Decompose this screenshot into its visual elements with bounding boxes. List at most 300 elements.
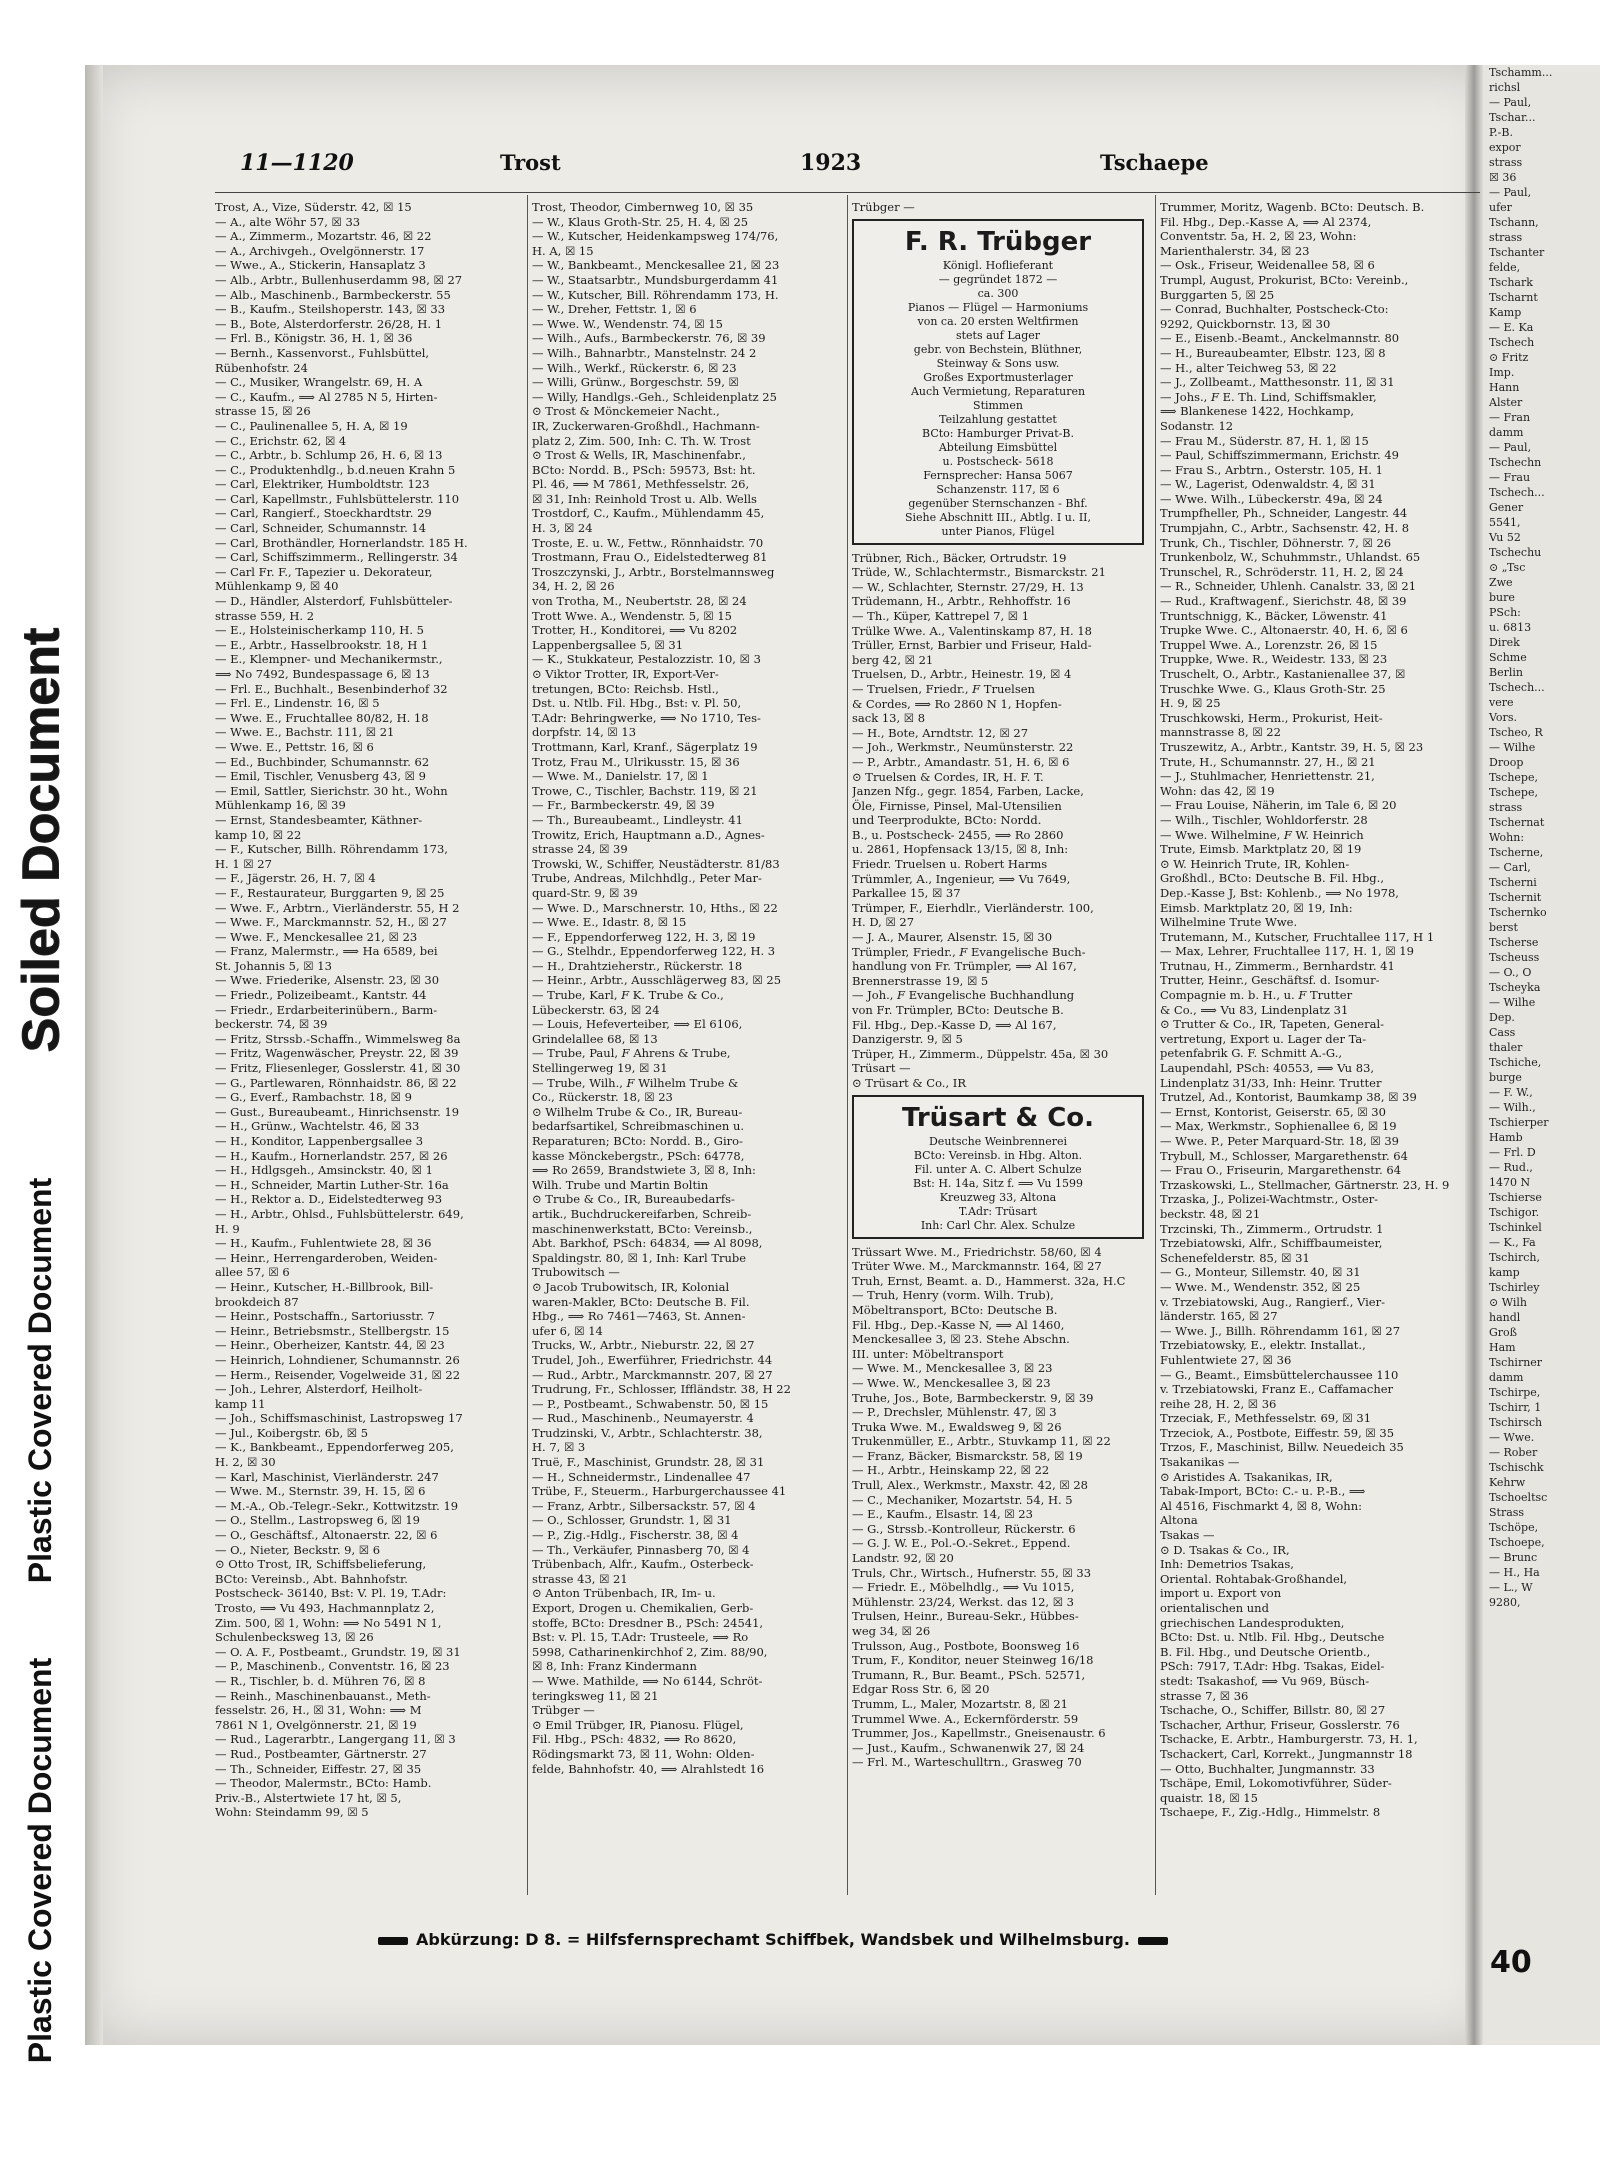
- directory-entry: — P., Zig.-Hdlg., Fischerstr. 38, ☒ 4: [532, 1528, 739, 1543]
- directory-entry: — R., Schneider, Uhlenh. Canalstr. 33, ☒ 21: [1160, 579, 1417, 594]
- directory-entry: — A., alte Wöhr 57, ☒ 33: [215, 214, 361, 229]
- directory-entry: Hbg., ⟹ Ro 7461—7463, St. Annen-: [532, 1309, 746, 1324]
- directory-entry: Truszewitz, A., Arbtr., Kantstr. 39, H. 5, ☒ 23: [1160, 739, 1424, 754]
- directory-entry: Trumm, L., Maler, Mozartstr. 8, ☒ 21: [852, 1696, 1068, 1711]
- directory-entry: Trutter, Heinr., Geschäftsf. d. Isomur-: [1160, 973, 1380, 988]
- advertisement-line: stets auf Lager: [955, 328, 1041, 342]
- facing-page-entry: Tschann,: [1489, 216, 1539, 229]
- facing-page-entry: Tschepe,: [1489, 786, 1538, 799]
- directory-entry: — Wwe. W., Wendenstr. 74, ☒ 15: [532, 316, 723, 331]
- directory-entry: Trzcinski, Th., Zimmerm., Ortrudstr. 1: [1160, 1221, 1384, 1236]
- directory-entry: — Wwe. M., Sternstr. 39, H. 15, ☒ 6: [215, 1484, 426, 1499]
- advertisement-line: Stimmen: [973, 398, 1023, 412]
- advertisement-line: ca. 300: [977, 286, 1019, 300]
- side-label-strip: [0, 0, 82, 2177]
- header-last-name: Tschaepe: [1100, 150, 1209, 175]
- directory-entry: — W., Klaus Groth-Str. 25, H. 4, ☒ 25: [532, 214, 749, 229]
- advertisement-title: Trüsart & Co.: [901, 1102, 1095, 1133]
- directory-entry: Trunschel, R., Schröderstr. 11, H. 2, ☒ 24: [1160, 564, 1404, 579]
- facing-page-entry: Tschech: [1489, 336, 1535, 349]
- directory-entry: — Fr., Barmbeckerstr. 49, ☒ 39: [532, 798, 715, 813]
- directory-entry: — M.-A., Ob.-Telegr.-Sekr., Kottwitzstr. 19: [215, 1498, 459, 1513]
- directory-entry: — O., Schlosser, Grundstr. 1, ☒ 31: [532, 1513, 732, 1528]
- directory-entry: Trube, Andreas, Milchhdlg., Peter Mar-: [532, 871, 762, 886]
- directory-entry: Trucks, W., Arbtr., Nieburstr. 22, ☒ 27: [532, 1338, 755, 1353]
- directory-entry: Großhdl., BCto: Deutsche B. Fil. Hbg.,: [1160, 871, 1384, 886]
- directory-entry: — Frl. B., Königstr. 36, H. 1, ☒ 36: [215, 331, 413, 346]
- directory-entry: — Heinr., Arbtr., Ausschlägerweg 83, ☒ 25: [532, 973, 782, 988]
- directory-entry: Parkallee 15, ☒ 37: [852, 886, 961, 901]
- directory-entry: — Friedr., Erdarbeiterinübern., Barm-: [215, 1002, 438, 1017]
- directory-entry: Trowe, C., Tischler, Bachstr. 119, ☒ 21: [532, 783, 758, 798]
- facing-page-entry: — Frl. D: [1489, 1146, 1536, 1159]
- directory-entry: Trüter Wwe. M., Marckmannstr. 164, ☒ 27: [852, 1259, 1102, 1274]
- directory-entry: ⊙ Trube & Co., IR, Bureaubedarfs-: [532, 1192, 735, 1207]
- directory-entry: — G., Everf., Rambachstr. 18, ☒ 9: [215, 1090, 412, 1105]
- pointing-hand-icon: [378, 1937, 408, 1945]
- directory-entry: Troste, E. u. W., Fettw., Rönnhaidstr. 70: [532, 535, 764, 550]
- facing-page-entry: — Wilh.,: [1489, 1101, 1536, 1114]
- facing-page-entry: Kamp: [1489, 306, 1522, 319]
- directory-entry: — O., Nieter, Beckstr. 9, ☒ 6: [215, 1542, 381, 1557]
- directory-entry: — C., Kaufm., ⟹ Al 2785 N 5, Hirten-: [215, 389, 438, 404]
- directory-entry: — H., alter Teichweg 53, ☒ 22: [1160, 360, 1337, 375]
- directory-entry: Tsakanikas —: [1160, 1455, 1240, 1470]
- directory-entry: Trüsart —: [852, 1061, 911, 1076]
- directory-entry: Fil. Hbg., Dep.-Kasse N, ⟹ Al 1460,: [852, 1317, 1065, 1332]
- directory-entry: — P., Drechsler, Mühlenstr. 47, ☒ 3: [852, 1405, 1057, 1420]
- directory-entry: Truppel Wwe. A., Lorenzstr. 26, ☒ 15: [1160, 637, 1378, 652]
- directory-entry: Trüller, Ernst, Barbier und Friseur, Hald-: [852, 638, 1092, 653]
- directory-entry: stoffe, BCto: Dresdner B., PSch: 24541,: [532, 1615, 764, 1630]
- facing-page-entry: Dep.: [1489, 1011, 1515, 1024]
- directory-entry: — G., Monteur, Sillemstr. 40, ☒ 31: [1160, 1265, 1361, 1280]
- directory-entry: ⊙ Trost & Wells, IR, Maschinenfabr.,: [532, 448, 746, 463]
- directory-entry: ⊙ Jacob Trubowitsch, IR, Kolonial: [532, 1279, 730, 1294]
- facing-page-entry: strass: [1489, 801, 1523, 814]
- directory-entry: Fil. Hbg., Dep.-Kasse A, ⟹ Al 2374,: [1160, 214, 1372, 229]
- directory-entry: — W., Kutscher, Heidenkampsweg 174/76,: [532, 229, 779, 244]
- directory-entry: PSch: 7917, T.Adr: Hbg. Tsakas, Eidel-: [1160, 1659, 1385, 1674]
- directory-entry: — Th., Küper, Kattrepel 7, ☒ 1: [852, 608, 1030, 623]
- directory-entry: & Co., ⟹ Vu 83, Lindenplatz 31: [1160, 1002, 1349, 1017]
- facing-page-entry: Tschech...: [1489, 486, 1545, 499]
- directory-entry: Trowitz, Erich, Hauptmann a.D., Agnes-: [532, 827, 765, 842]
- directory-entry: — Trube, Wilh., 𝐹 Wilhelm Trube &: [532, 1075, 739, 1090]
- directory-entry: ⊙ D. Tsakas & Co., IR,: [1160, 1542, 1290, 1557]
- facing-page-entry: Tschoepe,: [1489, 1536, 1545, 1549]
- directory-entry: — G., Beamt., Eimsbüttelerchaussee 110: [1160, 1367, 1399, 1382]
- directory-entry: — Truh, Henry (vorm. Wilh. Trub),: [852, 1288, 1054, 1303]
- directory-entry: — Ed., Buchbinder, Schumannstr. 62: [215, 754, 430, 769]
- directory-entry: Bst: v. Pl. 15, T.Adr: Trusteele, ⟹ Ro: [532, 1630, 749, 1645]
- directory-entry: strasse 24, ☒ 39: [532, 842, 628, 857]
- facing-page-entry: burge: [1489, 1071, 1522, 1084]
- directory-entry: — Rud., Kraftwagenf., Sierichstr. 48, ☒ 39: [1160, 594, 1407, 609]
- directory-entry: — Ernst, Standesbeamter, Käthner-: [215, 812, 423, 827]
- facing-page-entry: Tschiche,: [1489, 1056, 1542, 1069]
- facing-page-entry: Tschech...: [1489, 681, 1545, 694]
- facing-page-entry: — Brunc: [1489, 1551, 1538, 1564]
- directory-entry: Trybull, M., Schlosser, Margarethenstr. 64: [1160, 1148, 1408, 1163]
- facing-page-entry: 5541,: [1489, 516, 1521, 529]
- facing-page-entry: — Frau: [1489, 471, 1531, 484]
- advertisement-line: Bst: H. 14a, Sitz f. ⟹ Vu 1599: [912, 1176, 1083, 1190]
- directory-entry: Altona: [1160, 1513, 1198, 1528]
- directory-entry: — Carl, Rangierf., Stoeckhardtstr. 29: [215, 506, 432, 521]
- facing-page-entry: PSch:: [1489, 606, 1521, 619]
- directory-entry: — Th., Schneider, Eiffestr. 27, ☒ 35: [215, 1761, 422, 1776]
- facing-page-entry: strass: [1489, 156, 1523, 169]
- directory-entry: — Max, Lehrer, Fruchtallee 117, H. 1, ☒ 19: [1160, 944, 1414, 959]
- directory-entry: Truschkowski, Herm., Prokurist, Heit-: [1160, 710, 1383, 725]
- directory-entry: Dst. u. Ntlb. Fil. Hbg., Bst: v. Pl. 50,: [532, 696, 742, 711]
- directory-entry: — Willi, Grünw., Borgeschstr. 59, ☒: [532, 375, 739, 390]
- directory-entry: — E., Eisenb.-Beamt., Anckelmannstr. 80: [1160, 331, 1400, 346]
- directory-entry: Trzos, F., Maschinist, Billw. Neuedeich 35: [1160, 1440, 1404, 1455]
- directory-entry: — C., Musiker, Wrangelstr. 69, H. A: [215, 375, 423, 390]
- facing-page-entry: — E. Ka: [1489, 321, 1534, 334]
- advertisement-line: Steinway & Sons usw.: [936, 356, 1060, 370]
- facing-page-entry: Imp.: [1489, 366, 1515, 379]
- directory-column-4: [1160, 200, 1468, 1890]
- directory-entry: Landstr. 92, ☒ 20: [852, 1551, 954, 1566]
- directory-entry: — Th., Verkäufer, Pinnasberg 70, ☒ 4: [532, 1542, 750, 1557]
- directory-entry: — B., Bote, Alsterdorferstr. 26/28, H. 1: [215, 316, 443, 331]
- directory-entry: — Wwe. F., Menckesallee 21, ☒ 23: [215, 929, 418, 944]
- directory-entry: — Jul., Koibergstr. 6b, ☒ 5: [215, 1425, 369, 1440]
- directory-entry: strasse 559, H. 2: [215, 608, 315, 623]
- directory-entry: Wilhelmine Trute Wwe.: [1160, 915, 1298, 930]
- directory-entry: Öle, Firnisse, Pinsel, Mal-Utensilien: [852, 798, 1062, 813]
- advertisement-truebger: [852, 219, 1144, 545]
- directory-entry: BCto: Vereinsb., Abt. Bahnhofstr.: [215, 1571, 408, 1586]
- facing-page-entry: ⊙ Wilh: [1489, 1296, 1527, 1309]
- directory-entry: — H., Schneidermstr., Lindenallee 47: [532, 1469, 751, 1484]
- directory-entry: — Emil, Tischler, Venusberg 43, ☒ 9: [215, 769, 426, 784]
- directory-entry: Trzebiatowski, Alfr., Schiffbaumeister,: [1160, 1236, 1383, 1251]
- directory-entry: — Osk., Friseur, Weidenallee 58, ☒ 6: [1160, 258, 1375, 273]
- header-first-name: Trost: [500, 150, 561, 175]
- directory-entry: Truelsen, D., Arbtr., Heinestr. 19, ☒ 4: [852, 667, 1072, 682]
- directory-entry: — Wwe. E., Idastr. 8, ☒ 15: [532, 915, 687, 930]
- directory-entry: — Carl, Schneider, Schumannstr. 14: [215, 521, 427, 536]
- directory-entry: — Heinr., Oberheizer, Kantstr. 44, ☒ 23: [215, 1338, 445, 1353]
- directory-entry: ⊙ W. Heinrich Trute, IR, Kohlen-: [1160, 856, 1350, 871]
- directory-entry: Trüdemann, H., Arbtr., Rehhoffstr. 16: [852, 594, 1071, 609]
- facing-page-entry: Tschernat: [1489, 816, 1545, 829]
- facing-page-entry: — K., Fa: [1489, 1236, 1536, 1249]
- directory-entry: — Franz, Bäcker, Bismarckstr. 58, ☒ 19: [852, 1448, 1083, 1463]
- directory-entry: Truë, F., Maschinist, Grundstr. 28, ☒ 31: [532, 1455, 765, 1470]
- facing-page-entry: kamp: [1489, 1266, 1520, 1279]
- directory-entry: — Wwe. E., Bachstr. 111, ☒ 21: [215, 725, 395, 740]
- directory-entry: — F., Eppendorferweg 122, H. 3, ☒ 19: [532, 929, 756, 944]
- directory-entry: allee 57, ☒ 6: [215, 1265, 290, 1280]
- directory-entry: Trutzel, Ad., Kontorist, Baumkamp 38, ☒ 39: [1160, 1090, 1417, 1105]
- directory-entry: Trülke Wwe. A., Valentinskamp 87, H. 18: [852, 623, 1093, 638]
- facing-page-entry: ⊙ Fritz: [1489, 351, 1529, 364]
- directory-entry: 7861 N 1, Ovelgönnerstr. 21, ☒ 19: [215, 1717, 417, 1732]
- facing-page-entry: Tscheuss: [1489, 951, 1540, 964]
- directory-entry: — Herm., Reisender, Vogelweide 31, ☒ 22: [215, 1367, 461, 1382]
- facing-page-entry: Tschanter: [1489, 246, 1545, 259]
- directory-entry: — Reinh., Maschinenbauanst., Meth-: [215, 1688, 431, 1703]
- facing-page-entry: 9280,: [1489, 1596, 1521, 1609]
- directory-entry: Trupke Wwe. C., Altonaerstr. 40, H. 6, ☒ 6: [1160, 623, 1408, 638]
- footer-text: Abkürzung: D 8. = Hilfsfernsprechamt Schiffbek, Wandsbek und Wilhelmsburg.: [416, 1930, 1130, 1949]
- advertisement-line: Deutsche Weinbrennerei: [928, 1134, 1068, 1148]
- directory-entry: — C., Arbtr., b. Schlump 26, H. 6, ☒ 13: [215, 448, 443, 463]
- directory-entry: — H., Arbtr., Heinskamp 22, ☒ 22: [852, 1463, 1050, 1478]
- facing-page-entry: Kehrw: [1489, 1476, 1526, 1489]
- directory-entry: Trulsson, Aug., Postbote, Boonsweg 16: [852, 1638, 1080, 1653]
- directory-entry: beckerstr. 74, ☒ 39: [215, 1017, 328, 1032]
- directory-entry: ☒ 8, Inh: Franz Kindermann: [532, 1659, 697, 1674]
- advertisement-line: unter Pianos, Flügel: [941, 524, 1055, 538]
- directory-entry: Trute, H., Schumannstr. 27, H., ☒ 21: [1160, 754, 1376, 769]
- directory-column-1: [215, 200, 520, 1890]
- directory-columns: [215, 200, 1480, 1890]
- directory-entry: Trottmann, Karl, Kranf., Sägerplatz 19: [532, 739, 758, 754]
- directory-entry: — W., Lagerist, Odenwaldstr. 4, ☒ 31: [1160, 477, 1376, 492]
- facing-page-entry: Gener: [1489, 501, 1524, 514]
- directory-entry: — Joh., Lehrer, Alsterdorf, Heilholt-: [215, 1382, 423, 1397]
- directory-entry: Oriental. Rohtabak-Großhandel,: [1160, 1571, 1348, 1586]
- directory-entry: — P., Maschinenb., Conventstr. 16, ☒ 23: [215, 1659, 450, 1674]
- directory-entry: Truntschnigg, K., Bäcker, Löwenstr. 41: [1160, 608, 1388, 623]
- directory-entry: Truschelt, O., Arbtr., Kastanienallee 37, ☒: [1160, 667, 1406, 681]
- directory-entry: Trott Wwe. A., Wendenstr. 5, ☒ 15: [532, 608, 733, 623]
- directory-entry: Trübenbach, Alfr., Kaufm., Osterbeck-: [532, 1557, 754, 1572]
- directory-entry: — Bernh., Kassenvorst., Fuhlsbüttel,: [215, 345, 430, 360]
- directory-entry: — Rud., Maschinenb., Neumayerstr. 4: [532, 1411, 754, 1426]
- soiled-label: [0, 560, 82, 1120]
- directory-entry: teringksweg 11, ☒ 21: [532, 1688, 659, 1703]
- directory-entry: Lindenplatz 31/33, Inh: Heinr. Trutter: [1160, 1075, 1382, 1090]
- directory-entry: vertretung, Export u. Lager der Ta-: [1160, 1031, 1367, 1046]
- directory-entry: Truppke, Wwe. R., Weidestr. 133, ☒ 23: [1160, 652, 1388, 667]
- directory-entry: reihe 28, H. 2, ☒ 36: [1160, 1396, 1277, 1411]
- directory-entry: Truls, Chr., Wirtsch., Hufnerstr. 55, ☒ 33: [852, 1565, 1092, 1580]
- directory-entry: ⊙ Trost & Mönckemeier Nacht.,: [532, 404, 720, 419]
- directory-entry: Tschäpe, Emil, Lokomotivführer, Süder-: [1160, 1776, 1392, 1791]
- directory-entry: ☒ 31, Inh: Reinhold Trost u. Alb. Wells: [532, 491, 757, 506]
- directory-entry: ⊙ Wilhelm Trube & Co., IR, Bureau-: [532, 1104, 743, 1119]
- advertisement-line: Fil. unter A. C. Albert Schulze: [914, 1162, 1082, 1176]
- facing-page-entry: — O., O: [1489, 966, 1532, 979]
- directory-entry: — Wilh., Aufs., Barmbeckerstr. 76, ☒ 39: [532, 331, 766, 346]
- facing-page-entry: Tscharnt: [1489, 291, 1538, 304]
- directory-entry: — Frau S., Arbtrn., Osterstr. 105, H. 1: [1160, 462, 1383, 477]
- directory-entry: Truh, Ernst, Beamt. a. D., Hammerst. 32a, H.C: [852, 1273, 1126, 1288]
- directory-entry: Trostmann, Frau O., Eidelstedterweg 81: [532, 550, 768, 565]
- facing-page-entry: ufer: [1489, 201, 1512, 214]
- directory-entry: IR, Zuckerwaren-Großhdl., Hachmann-: [532, 418, 760, 433]
- directory-entry: brookdeich 87: [215, 1294, 299, 1309]
- directory-entry: Trüssart Wwe. M., Friedrichstr. 58/60, ☒ 4: [852, 1244, 1102, 1259]
- directory-entry: Menckesallee 3, ☒ 23. Stehe Abschn.: [852, 1332, 1070, 1347]
- directory-entry: Conventstr. 5a, H. 2, ☒ 23, Wohn:: [1160, 229, 1357, 244]
- page-header: [240, 150, 1209, 180]
- directory-entry: H. A, ☒ 15: [532, 243, 594, 258]
- directory-entry: — H., Kaufm., Fuhlentwiete 28, ☒ 36: [215, 1236, 432, 1251]
- directory-entry: Schulenbecksweg 13, ☒ 26: [215, 1630, 374, 1645]
- directory-entry: kamp 11: [215, 1396, 266, 1411]
- directory-entry: Brennerstrasse 19, ☒ 5: [852, 973, 989, 988]
- directory-entry: länderstr. 165, ☒ 27: [1160, 1309, 1278, 1324]
- directory-entry: Eimsb. Marktplatz 20, ☒ 19, Inh:: [1160, 900, 1353, 915]
- facing-page-entry: — H., Ha: [1489, 1566, 1540, 1579]
- directory-entry: H. 3, ☒ 24: [532, 521, 593, 536]
- directory-entry: Truhe, Jos., Bote, Barmbeckerstr. 9, ☒ 39: [852, 1390, 1094, 1405]
- pointing-hand-icon: [1138, 1937, 1168, 1945]
- directory-entry: — H., Hdlgsgeh., Amsinckstr. 40, ☒ 1: [215, 1163, 433, 1178]
- directory-entry: Laupendahl, PSch: 40553, ⟹ Vu 83,: [1160, 1061, 1375, 1076]
- directory-entry: Lübeckerstr. 63, ☒ 24: [532, 1002, 660, 1017]
- directory-entry: Lappenbergsallee 5, ☒ 31: [532, 637, 684, 652]
- directory-entry: H. D, ☒ 27: [852, 915, 915, 930]
- page-edge: [85, 65, 103, 2045]
- facing-page-entry: P.-B.: [1489, 126, 1513, 139]
- directory-entry: — Joh., 𝐹 Evangelische Buchhandlung: [852, 988, 1075, 1003]
- facing-page-entry: felde,: [1489, 261, 1521, 274]
- facing-page-entry: richsl: [1489, 81, 1521, 94]
- directory-entry: Mühlenkamp 16, ☒ 39: [215, 798, 346, 813]
- facing-page-entry: u. 6813: [1489, 621, 1532, 634]
- advertisement-line: Siehe Abschnitt III., Abtlg. I u. II,: [904, 510, 1092, 524]
- directory-entry: Trzebiatowsky, E., elektr. Installat.,: [1160, 1338, 1366, 1353]
- directory-entry: St. Johannis 5, ☒ 13: [215, 958, 332, 973]
- facing-page-entry: Tschinkel: [1489, 1221, 1542, 1234]
- directory-entry: — E., Klempner- und Mechanikermstr.,: [215, 652, 443, 667]
- directory-entry: v. Trzebiatowski, Aug., Rangierf., Vier-: [1160, 1294, 1385, 1309]
- facing-page-entry: Wohn:: [1489, 831, 1525, 844]
- directory-entry: — Carl Fr. F., Tapezier u. Dekorateur,: [215, 564, 433, 579]
- directory-entry: strasse 43, ☒ 21: [532, 1571, 628, 1586]
- directory-entry: ufer 6, ☒ 14: [532, 1323, 603, 1338]
- directory-entry: — Frau O., Friseurin, Margarethenstr. 64: [1160, 1163, 1402, 1178]
- directory-entry: Trulsen, Heinr., Bureau-Sekr., Hübbes-: [852, 1609, 1079, 1624]
- directory-entry: — Max, Werkmstr., Sophienallee 6, ☒ 19: [1160, 1119, 1397, 1134]
- facing-page-entry: — Rober: [1489, 1446, 1538, 1459]
- directory-entry: — F., Jägerstr. 26, H. 7, ☒ 4: [215, 871, 376, 886]
- directory-entry: Tschaepe, F., Zig.-Hdlg., Himmelstr. 8: [1160, 1805, 1381, 1820]
- directory-entry: — Wwe. Mathilde, ⟹ No 6144, Schröt-: [532, 1673, 763, 1688]
- directory-entry: Trummer, Moritz, Wagenb. BCto: Deutsch. B.: [1160, 200, 1425, 214]
- directory-entry: maschinenwerkstatt, BCto: Vereinsb.,: [532, 1221, 753, 1236]
- directory-entry: Marienthalerstr. 34, ☒ 23: [1160, 243, 1310, 258]
- header-rule: [215, 192, 1480, 193]
- facing-page-entry: Hann: [1489, 381, 1520, 394]
- directory-entry: Trümmler, A., Ingenieur, ⟹ Vu 7649,: [852, 871, 1071, 886]
- page-number: 11—1120: [240, 150, 354, 176]
- facing-page-entry: — Fran: [1489, 411, 1531, 424]
- facing-page-entry: Droop: [1489, 756, 1524, 769]
- directory-entry: — H., Schneider, Martin Luther-Str. 16a: [215, 1177, 449, 1192]
- directory-entry: — Wwe. Wilh., Lübeckerstr. 49a, ☒ 24: [1160, 491, 1383, 506]
- directory-entry: BCto: Dst. u. Ntlb. Fil. Hbg., Deutsche: [1160, 1630, 1385, 1645]
- directory-entry: ⊙ Viktor Trotter, IR, Export-Ver-: [532, 667, 719, 681]
- facing-page-entry: thaler: [1489, 1041, 1523, 1054]
- advertisement-line: Teilzahlung gestattet: [939, 412, 1057, 426]
- directory-entry: — Wwe. E., Fruchtallee 80/82, H. 18: [215, 710, 429, 725]
- directory-entry: ⊙ Anton Trübenbach, IR, Im- u.: [532, 1586, 716, 1601]
- facing-page-entry: Zwe: [1489, 576, 1513, 589]
- directory-entry: — Just., Kaufm., Schwanenwik 27, ☒ 24: [852, 1740, 1085, 1755]
- facing-page-entry: Tschirr, 1: [1489, 1401, 1542, 1414]
- directory-entry: u. 2861, Hopfensack 13/15, ☒ 8, Inh:: [852, 842, 1069, 857]
- directory-entry: Truka Wwe. M., Ewaldsweg 9, ☒ 26: [852, 1419, 1062, 1434]
- directory-entry: Inh: Demetrios Tsakas,: [1160, 1557, 1294, 1572]
- directory-entry: und Teerprodukte, BCto: Nordd.: [852, 813, 1042, 828]
- facing-page-entry: expor: [1489, 141, 1521, 154]
- advertisement-line: BCto: Hamburger Privat-B.: [922, 426, 1074, 440]
- directory-entry: Dep.-Kasse J, Bst: Kohlenb., ⟹ No 1978,: [1160, 885, 1399, 900]
- directory-entry: Sodanstr. 12: [1160, 418, 1234, 433]
- facing-page-entry: — Rud.,: [1489, 1161, 1533, 1174]
- facing-page-entry: — Wwe.: [1489, 1431, 1535, 1444]
- facing-page-entry: — Wilhe: [1489, 741, 1536, 754]
- advertisement-line: gegenüber Sternschanzen - Bhf.: [908, 496, 1088, 510]
- directory-entry: strasse 15, ☒ 26: [215, 404, 311, 419]
- facing-page-entry: bure: [1489, 591, 1515, 604]
- directory-entry: — Carl, Schiffszimmerm., Rellingerstr. 34: [215, 550, 458, 565]
- page-footer: [370, 1930, 1270, 1954]
- advertisement-line: BCto: Vereinsb. in Hbg. Alton.: [913, 1148, 1083, 1162]
- facing-page-entry: damm: [1489, 1371, 1524, 1384]
- directory-entry: — Alb., Maschinenb., Barmbeckerstr. 55: [215, 287, 451, 302]
- facing-page-entry: Tschirch,: [1489, 1251, 1540, 1264]
- facing-page-entry: damm: [1489, 426, 1524, 439]
- directory-entry: Fil. Hbg., Dep.-Kasse D, ⟹ Al 167,: [852, 1017, 1057, 1032]
- directory-entry: tretungen, BCto: Reichsb. Hstl.,: [532, 681, 719, 696]
- directory-entry: Abt. Barkhof, PSch: 64834, ⟹ Al 8098,: [532, 1236, 763, 1251]
- directory-entry: — J., Stuhlmacher, Henriettenstr. 21,: [1160, 769, 1375, 784]
- directory-entry: Trummer, Jos., Kapellmstr., Gneisenaustr. 6: [852, 1726, 1106, 1741]
- facing-page-entry: Tschierse: [1489, 1191, 1542, 1204]
- facing-page-entry: Ham: [1489, 1341, 1516, 1354]
- directory-entry: Rübenhofstr. 24: [215, 360, 308, 375]
- directory-entry: — Rud., Arbtr., Marckmannstr. 207, ☒ 27: [532, 1367, 773, 1382]
- directory-entry: — W., Schlachter, Sternstr. 27/29, H. 13: [852, 579, 1084, 594]
- directory-entry: & Cordes, ⟹ Ro 2860 N 1, Hopfen-: [852, 696, 1062, 711]
- directory-entry: Trotter, H., Konditorei, ⟹ Vu 8202: [532, 623, 738, 638]
- directory-entry: — Rud., Lagerarbtr., Langergang 11, ☒ 3: [215, 1732, 456, 1747]
- directory-entry: kasse Mönckebergstr., PSch: 64778,: [532, 1148, 745, 1163]
- directory-entry: 5998, Catharinenkirchhof 2, Zim. 88/90,: [532, 1644, 768, 1659]
- directory-entry: Trumpl, August, Prokurist, BCto: Vereinb.,: [1160, 272, 1409, 287]
- directory-entry: — Trube, Karl, 𝐹 K. Trube & Co.,: [532, 988, 724, 1003]
- directory-entry: — Rud., Postbeamter, Gärtnerstr. 27: [215, 1746, 427, 1761]
- advertisement-line: Schanzenstr. 117, ☒ 6: [936, 482, 1060, 496]
- directory-entry: — Heinrich, Lohndiener, Schumannstr. 26: [215, 1352, 460, 1367]
- directory-entry: — Emil, Sattler, Sierichstr. 30 ht., Wohn: [215, 783, 448, 798]
- directory-entry: Export, Drogen u. Chemikalien, Gerb-: [532, 1601, 754, 1615]
- advertisement-line: Pianos — Flügel — Harmoniums: [907, 300, 1089, 314]
- directory-entry: — Truelsen, Friedr., 𝐹 Truelsen: [852, 681, 1035, 696]
- directory-entry: Trostdorf, C., Kaufm., Mühlendamm 45,: [532, 506, 765, 521]
- facing-page-entry: Tschernko: [1489, 906, 1547, 919]
- directory-entry: — C., Produktenhdlg., b.d.neuen Krahn 5: [215, 462, 456, 477]
- advertisement-title: F. R. Trübger: [904, 226, 1092, 257]
- directory-entry: — Heinr., Herrengarderoben, Weiden-: [215, 1250, 438, 1265]
- directory-entry: Trübner, Rich., Bäcker, Ortrudstr. 19: [852, 550, 1067, 565]
- directory-entry: — Louis, Hefeverteiber, ⟹ El 6106,: [532, 1017, 743, 1032]
- facing-page-entry: Strass: [1489, 1506, 1525, 1519]
- directory-entry: — Wwe. F., Marckmannstr. 52, H., ☒ 27: [215, 915, 447, 930]
- facing-page-entry: Tschöpe,: [1489, 1521, 1539, 1534]
